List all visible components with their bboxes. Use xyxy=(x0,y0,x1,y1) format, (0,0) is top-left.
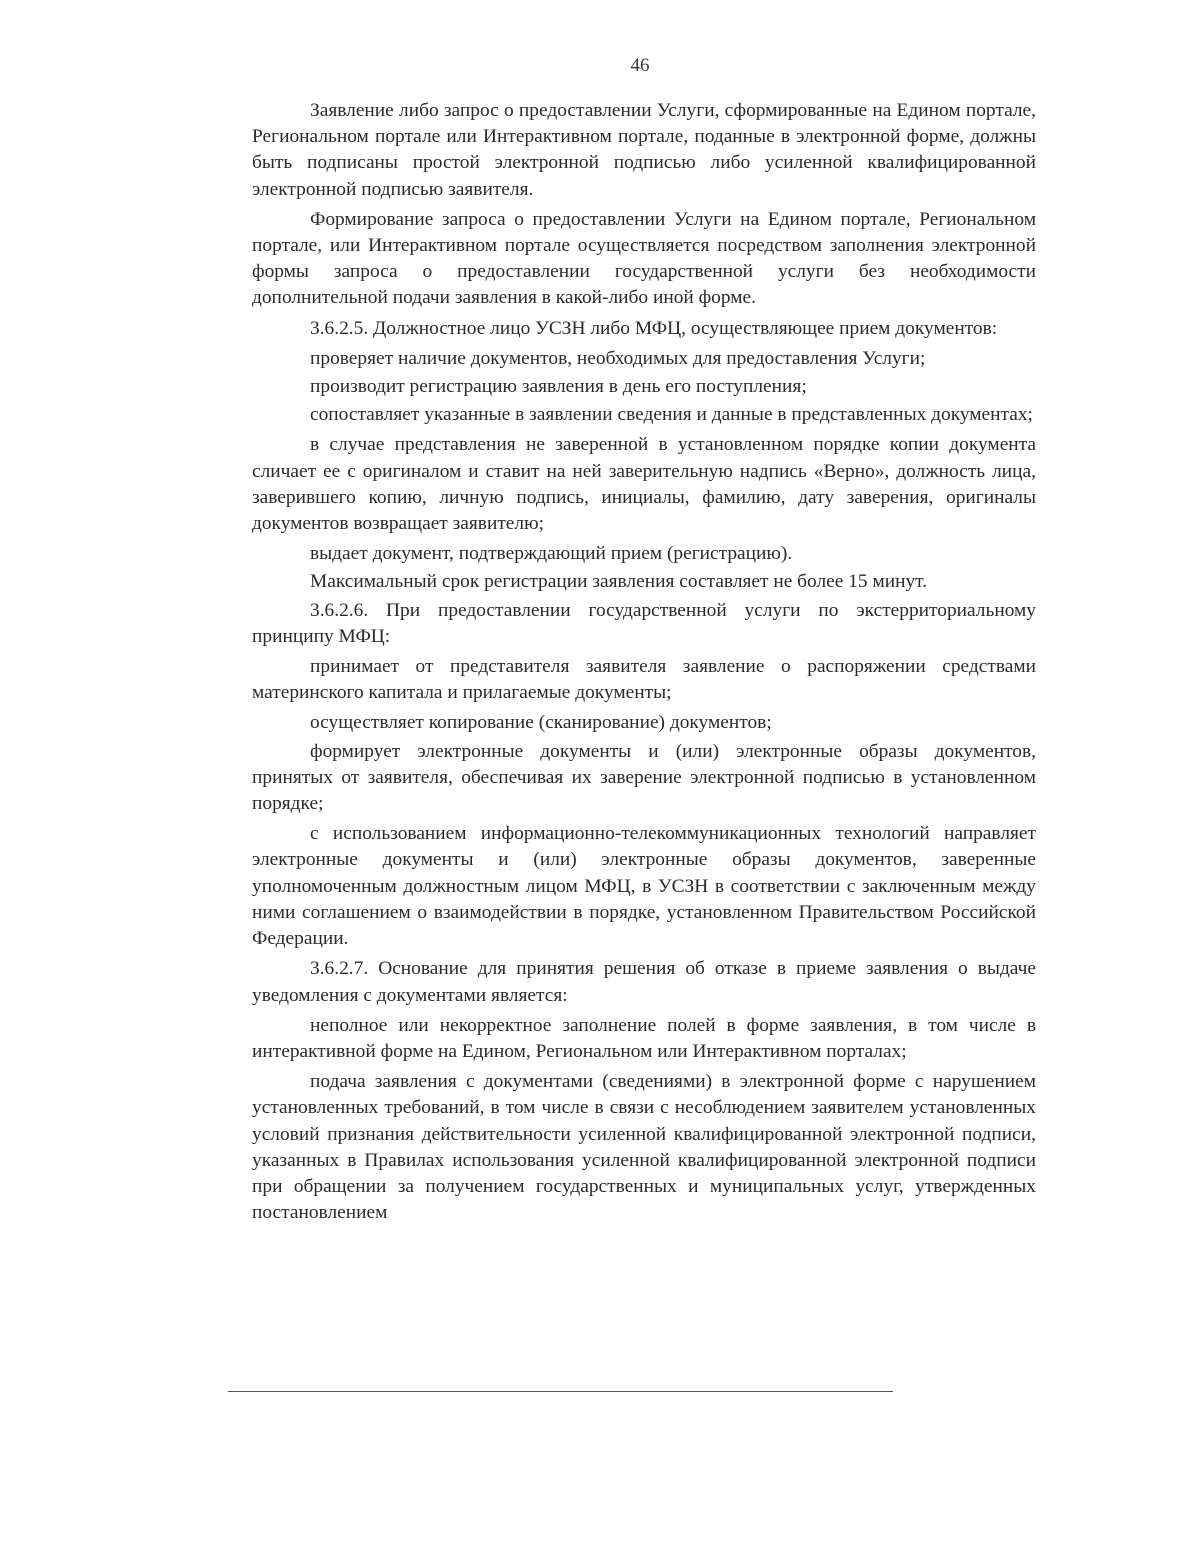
paragraph: 3.6.2.6. При предоставлении государственной услуги по экстерриториальному принципу МФЦ: xyxy=(252,599,1036,647)
paragraph: выдает документ, подтверждающий прием (регистрацию). xyxy=(310,543,793,565)
paragraph: Формирование запроса о предоставлении Услуги на Едином портале, Региональном портале, или Интерактивном портале осуществляется посредством заполнения электронной формы запроса о предоставлении государственной услуги без необходимости дополнительной подачи заявления в какой-либо иной форме. xyxy=(252,208,1036,309)
paragraph: производит регистрацию заявления в день его поступления; xyxy=(310,376,807,398)
paragraph: неполное или некорректное заполнение полей в форме заявления, в том числе в интерактивной форме на Едином, Региональном или Интерактивном порталах; xyxy=(252,1014,1036,1062)
document-body xyxy=(252,98,1036,1230)
paragraph: подача заявления с документами (сведениями) в электронной форме с нарушением установленных требований, в том числе в связи с несоблюдением заявителем установленных условий признания действительности усиленной квалифицированной электронной подписи, указанных в Правилах использования усиленной квалифицированной электронной подписи при обращении за получением государственных и муниципальных услуг, утвержденных постановлением xyxy=(252,1071,1036,1224)
footer-divider xyxy=(118,1391,893,1392)
paragraph: 3.6.2.7. Основание для принятия решения об отказе в приеме заявления о выдаче уведомления с документами является: xyxy=(252,958,1036,1006)
paragraph: формирует электронные документы и (или) электронные образы документов, принятых от заявителя, обеспечивая их заверение электронной подписью в установленном порядке; xyxy=(252,740,1036,815)
paragraph: в случае представления не заверенной в установленном порядке копии документа сличает ее с оригиналом и ставит на ней заверительную надпись «Верно», должность лица, заверившего копию, личную подпись, инициалы, фамилию, дату заверения, оригиналы документов возвращает заявителю; xyxy=(252,434,1036,535)
page-number: 46 xyxy=(630,55,650,76)
paragraph: осуществляет копирование (сканирование) документов; xyxy=(310,712,772,734)
paragraph: с использованием информационно-телекоммуникационных технологий направляет электронные документы и (или) электронные образы документов, заверенные уполномоченным должностным лицом МФЦ, в УСЗН в соответствии с заключенным между ними соглашением о взаимодействии в порядке, установленном Правительством Российской Федерации. xyxy=(252,823,1036,950)
paragraph: принимает от представителя заявителя заявление о распоряжении средствами материнского капитала и прилагаемые документы; xyxy=(252,656,1036,704)
paragraph: проверяет наличие документов, необходимых для предоставления Услуги; xyxy=(310,347,926,369)
paragraph: Максимальный срок регистрации заявления составляет не более 15 минут. xyxy=(310,571,928,593)
paragraph: Заявление либо запрос о предоставлении Услуги, сформированные на Едином портале, Региональном портале или Интерактивном портале, поданные в электронной форме, должны быть подписаны простой электронной подписью либо усиленной квалифицированной электронной подписью заявителя. xyxy=(252,100,1036,200)
paragraph: сопоставляет указанные в заявлении сведения и данные в представленных документах; xyxy=(310,404,1033,426)
paragraph: 3.6.2.5. Должностное лицо УСЗН либо МФЦ, осуществляющее прием документов: xyxy=(310,317,998,339)
